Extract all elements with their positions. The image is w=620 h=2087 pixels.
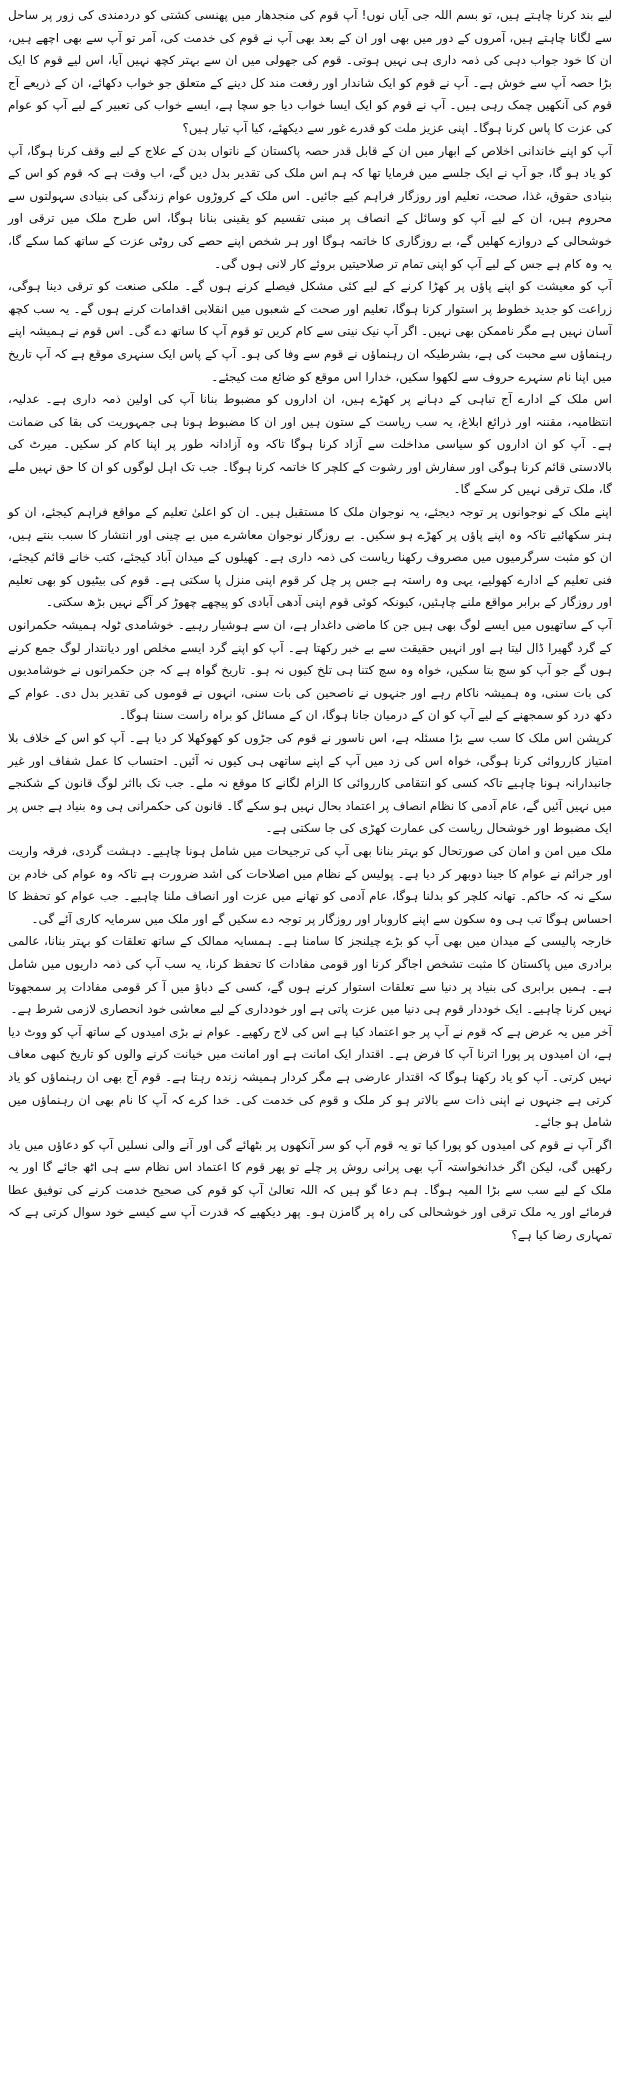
article-paragraph: کرپشن اس ملک کا سب سے بڑا مسئلہ ہے، اس ناسور نے قوم کی جڑوں کو کھوکھلا کر دیا ہے۔ آپ کو اس کے خلاف بلا امتیاز کارروائی کرنا ہوگی، خواہ اس کی زد میں آپ کے اپنے ساتھی ہی کیوں نہ آئیں۔ احتساب کا عمل شفاف اور غیر جانبدارانہ ہونا چاہیے تاکہ کسی کو انتقامی کارروائی کا الزام لگانے کا موقع نہ ملے۔ جب تک بااثر لوگ قانون کے شکنجے میں نہیں آئیں گے، عام آدمی کا نظام انصاف پر اعتماد بحال نہیں ہو سکے گا۔ قانون کی حکمرانی ہی وہ بنیاد ہے جس پر ایک مضبوط اور خوشحال ریاست کی عمارت کھڑی کی جا سکتی ہے۔	[8, 731, 612, 836]
article-paragraph: خارجہ پالیسی کے میدان میں بھی آپ کو بڑے چیلنجز کا سامنا ہے۔ ہمسایہ ممالک کے ساتھ تعلقات کو بہتر بنانا، عالمی برادری میں پاکستان کا مثبت تشخص اجاگر کرنا اور قومی مفادات کا تحفظ کرنا، یہ سب آپ کی ذمہ داریوں میں شامل ہے۔ ہمیں برابری کی بنیاد پر دنیا سے تعلقات استوار کرنے ہوں گے، کسی کے دباؤ میں آ کر قومی مفادات پر سمجھوتا نہیں کرنا چاہیے۔ ایک خوددار قوم ہی دنیا میں عزت پاتی ہے اور خودداری کے لیے معاشی خود انحصاری لازمی شرط ہے۔	[8, 934, 612, 1017]
article-body	[8, 4, 612, 1247]
article-paragraph: لیے بند کرنا چاہتے ہیں، تو بسم اللہ جی آیاں نوں! آپ قوم کی منجدھار میں پھنسی کشتی کو دردمندی کی زور پر ساحل سے لگانا چاہتے ہیں، آمروں کے دور میں بھی اور ان کے بعد بھی آپ نے قوم کی خدمت کی، آمر تو آپ سے بھی اچھے ہیں، ان کا خود جواب دہی کی ذمہ داری ہی نہیں ہوتی۔ قوم کی جھولی میں ان سے بہتر کچھ نہیں آیا، اس لیے قوم کا ایک بڑا حصہ آپ سے خوش ہے۔ آپ نے قوم کو ایک شاندار اور رفعت مند کل دینے کے متعلق جو خواب دکھائے، ان کے ذریعے آج قوم کی آنکھیں چمک رہی ہیں۔ آپ نے قوم کو ایک ایسا خواب دیا جو سچا ہے، ایسے خواب کی تعبیر کے لیے آپ کو عوام کی عزت کا پاس کرنا ہوگا۔ اپنی عزیز ملت کو قدرے غور سے دیکھئے، کیا آپ تیار ہیں؟	[8, 8, 612, 135]
article-paragraph: اپنے ملک کے نوجوانوں پر توجہ دیجئے، یہ نوجوان ملک کا مستقبل ہیں۔ ان کو اعلیٰ تعلیم کے مواقع فراہم کیجئے، ان کو ہنر سکھائیے تاکہ وہ اپنے پاؤں پر کھڑے ہو سکیں۔ بے روزگار نوجوان معاشرے میں بے چینی اور انتشار کا سبب بنتے ہیں، ان کو مثبت سرگرمیوں میں مصروف رکھنا ریاست کی ذمہ داری ہے۔ کھیلوں کے میدان آباد کیجئے، کتب خانے قائم کیجئے، فنی تعلیم کے ادارے کھولیے، یہی وہ راستہ ہے جس پر چل کر قوم اپنی منزل پا سکتی ہے۔ قوم کی بیٹیوں کو بھی تعلیم اور روزگار کے برابر مواقع ملنے چاہئیں، کیونکہ کوئی قوم اپنی آدھی آبادی کو پیچھے چھوڑ کر آگے نہیں بڑھ سکتی۔	[8, 505, 612, 610]
article-paragraph: آخر میں یہ عرض ہے کہ قوم نے آپ پر جو اعتماد کیا ہے اس کی لاج رکھیے۔ عوام نے بڑی امیدوں کے ساتھ آپ کو ووٹ دیا ہے، ان امیدوں پر پورا اترنا آپ کا فرض ہے۔ اقتدار ایک امانت ہے اور امانت میں خیانت کرنے والوں کو تاریخ کبھی معاف نہیں کرتی۔ آپ کو یاد رکھنا ہوگا کہ اقتدار عارضی ہے مگر کردار ہمیشہ زندہ رہتا ہے۔ قوم آج بھی ان رہنماؤں کو یاد کرتی ہے جنہوں نے اپنی ذات سے بالاتر ہو کر ملک و قوم کی خدمت کی۔ خدا کرے کہ آپ کا نام بھی ان رہنماؤں میں شامل ہو جائے۔	[8, 1024, 612, 1130]
article-paragraph: ملک میں امن و امان کی صورتحال کو بہتر بنانا بھی آپ کی ترجیحات میں شامل ہونا چاہیے۔ دہشت گردی، فرقہ واریت اور جرائم نے عوام کا جینا دوبھر کر دیا ہے۔ پولیس کے نظام میں اصلاحات کی اشد ضرورت ہے تاکہ وہ عوام کی خادم بن سکے نہ کہ حاکم۔ تھانہ کلچر کو بدلنا ہوگا، عام آدمی کو تھانے میں عزت اور انصاف ملنا چاہیے۔ جب عوام کو تحفظ کا احساس ہوگا تب ہی وہ سکون سے اپنے کاروبار اور روزگار پر توجہ دے سکیں گے اور ملک میں سرمایہ کاری آئے گی۔	[8, 843, 612, 926]
article-paragraph: آپ کو معیشت کو اپنے پاؤں پر کھڑا کرنے کے لیے کئی مشکل فیصلے کرنے ہوں گے۔ ملکی صنعت کو ترقی دینا ہوگی، زراعت کو جدید خطوط پر استوار کرنا ہوگا، تعلیم اور صحت کے شعبوں میں انقلابی اقدامات کرنے ہوں گے۔ یہ سب کچھ آسان نہیں ہے مگر ناممکن بھی نہیں۔ اگر آپ نیک نیتی سے کام کریں تو قوم آپ کا ساتھ دے گی۔ اس قوم نے ہمیشہ اپنے رہنماؤں سے محبت کی ہے، بشرطیکہ ان رہنماؤں نے قوم سے وفا کی ہو۔ آپ کے پاس ایک سنہری موقع ہے کہ آپ تاریخ میں اپنا نام سنہرے حروف سے لکھوا سکیں، خدارا اس موقع کو ضائع مت کیجئے۔	[8, 279, 612, 384]
article-paragraph: آپ کے ساتھیوں میں ایسے لوگ بھی ہیں جن کا ماضی داغدار ہے، ان سے ہوشیار رہیے۔ خوشامدی ٹولہ ہمیشہ حکمرانوں کے گرد گھیرا ڈال لیتا ہے اور انہیں حقیقت سے بے خبر رکھتا ہے۔ آپ کو اپنے گرد ایسے مخلص اور دیانتدار لوگ جمع کرنے ہوں گے جو آپ کو سچ بتا سکیں، خواہ وہ سچ کتنا ہی تلخ کیوں نہ ہو۔ تاریخ گواہ ہے کہ جن حکمرانوں نے خوشامدیوں کی بات سنی، وہ ہمیشہ ناکام رہے اور جنہوں نے ناصحین کی بات سنی، انہوں نے قوموں کی تقدیر بدل دی۔ عوام کے دکھ درد کو سمجھنے کے لیے آپ کو ان کے درمیان جانا ہوگا، ان کے مسائل کو براہ راست سننا ہوگا۔	[8, 618, 612, 723]
article-paragraph: اس ملک کے ادارے آج تباہی کے دہانے پر کھڑے ہیں، ان اداروں کو مضبوط بنانا آپ کی اولین ذمہ داری ہے۔ عدلیہ، انتظامیہ، مقننہ اور ذرائع ابلاغ، یہ سب ریاست کے ستون ہیں اور ان کا مضبوط ہونا ہی جمہوریت کی بقا کی ضمانت ہے۔ آپ کو ان اداروں کو سیاسی مداخلت سے آزاد کرنا ہوگا تاکہ وہ آزادانہ طور پر اپنا کام کر سکیں۔ میرٹ کی بالادستی قائم کرنا ہوگی اور سفارش اور رشوت کے کلچر کا خاتمہ کرنا ہوگا۔ جب تک اہل لوگوں کو ان کا حق نہیں ملے گا، ملک ترقی نہیں کر سکے گا۔	[8, 392, 612, 497]
article-paragraph: اگر آپ نے قوم کی امیدوں کو پورا کیا تو یہ قوم آپ کو سر آنکھوں پر بٹھائے گی اور آنے والی نسلیں آپ کو دعاؤں میں یاد رکھیں گی، لیکن اگر خدانخواستہ آپ بھی پرانی روش پر چلے تو پھر قوم کا اعتماد اس نظام سے ہی اٹھ جائے گا اور یہ ملک کے لیے سب سے بڑا المیہ ہوگا۔ ہم دعا گو ہیں کہ اللہ تعالیٰ آپ کو قوم کی صحیح خدمت کرنے کی توفیق عطا فرمائے اور یہ ملک ترقی اور خوشحالی کی راہ پر گامزن ہو۔ پھر دیکھیے کہ قدرت آپ سے کیسے خود سوال کرتی ہے کہ تمہاری رضا کیا ہے؟	[8, 1137, 612, 1243]
article-paragraph: آپ کو اپنے خاندانی اخلاص کے ابھار میں ان کے قابل قدر حصہ پاکستان کے ناتواں بدن کے علاج کے لیے وقف کرنا ہوگا، آپ کو یاد ہو گا، جو آپ نے ایک جلسے میں فرمایا تھا کہ ہم اس ملک کی تقدیر بدل دیں گے، اب وقت ہے کہ قوم کو اس کے بنیادی حقوق، غذا، صحت، تعلیم اور روزگار فراہم کیے جائیں۔ اس ملک کے کروڑوں عوام زندگی کی بنیادی سہولتوں سے محروم ہیں، ان کے لیے آپ کو وسائل کے انصاف پر مبنی تقسیم کو یقینی بنانا ہوگا، اس طرح ملک میں ترقی اور خوشحالی کے دروازے کھلیں گے، بے روزگاری کا خاتمہ ہوگا اور ہر شخص اپنے حصے کی روٹی عزت کے ساتھ کما سکے گا، یہ وہ کام ہے جس کے لیے آپ کو اپنی تمام تر صلاحیتیں بروئے کار لانی ہوں گی۔	[8, 143, 612, 271]
